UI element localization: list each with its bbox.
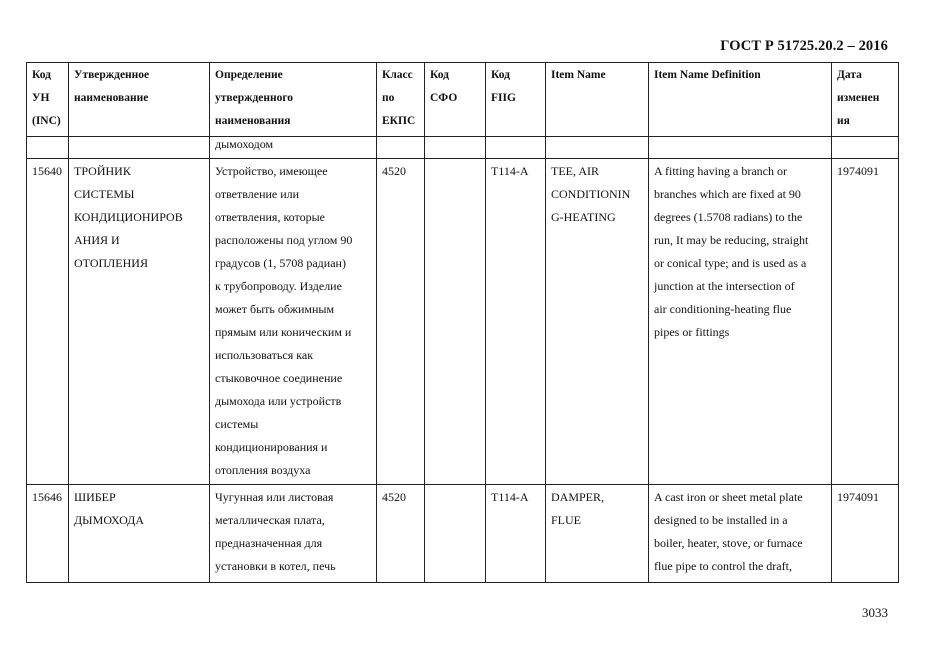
- cell-fiig: T114-A: [486, 485, 546, 583]
- table-cell: [832, 137, 899, 159]
- col-header-fiig: Код FIIG: [486, 63, 546, 137]
- page-number: 3033: [862, 605, 888, 620]
- cell-class: 4520: [377, 159, 425, 485]
- table-cell: [377, 137, 425, 159]
- continuation-row: [27, 137, 899, 159]
- table-row: [27, 159, 899, 485]
- col-header-item-name: Item Name: [546, 63, 649, 137]
- col-header-item-definition: Item Name Definition: [649, 63, 832, 137]
- table-cell: [546, 137, 649, 159]
- cell-definition: Устройство, имеющее ответвление или ответвления, которые расположены под углом 90 градусов (1, 5708 радиан) к трубопроводу. Изделие может быть обжимным прямым или коническим и использоваться как стыковочное соединение дымохода или устройств системы кондиционирования и отопления воздуха: [210, 159, 377, 485]
- table-cell: [425, 137, 486, 159]
- cell-item-definition: A cast iron or sheet metal plate designed to be installed in a boiler, heater, stove, or furnace flue pipe to control the draft,: [649, 485, 832, 583]
- cell-sfo: [425, 159, 486, 485]
- cell-inc: 15640: [27, 159, 69, 485]
- table-cell: [27, 137, 69, 159]
- cell-change-date: 1974091: [832, 159, 899, 485]
- cell-class: 4520: [377, 485, 425, 583]
- catalog-table: [26, 62, 899, 583]
- cell-item-name: TEE, AIR CONDITIONIN G-HEATING: [546, 159, 649, 485]
- col-header-change-date: Дата изменен ия: [832, 63, 899, 137]
- cell-fiig: T114-A: [486, 159, 546, 485]
- col-header-definition: Определение утвержденного наименования: [210, 63, 377, 137]
- cell-item-definition: A fitting having a branch or branches which are fixed at 90 degrees (1.5708 radians) to the run, It may be reducing, straight or conical type; and is used as a junction at the intersection of air conditioning-heating flue pipes or fittings: [649, 159, 832, 485]
- col-header-inc: Код УН (INC): [27, 63, 69, 137]
- cell-definition: Чугунная или листовая металлическая плата, предназначенная для установки в котел, печь: [210, 485, 377, 583]
- cell-approved-name: ШИБЕР ДЫМОХОДА: [69, 485, 210, 583]
- document-code: ГОСТ Р 51725.20.2 – 2016: [720, 38, 888, 54]
- cell-change-date: 1974091: [832, 485, 899, 583]
- cell-approved-name: ТРОЙНИК СИСТЕМЫ КОНДИЦИОНИРОВ АНИЯ И ОТОПЛЕНИЯ: [69, 159, 210, 485]
- cell-sfo: [425, 485, 486, 583]
- table-cell: дымоходом: [210, 137, 377, 159]
- table-cell: [69, 137, 210, 159]
- header-row: [27, 63, 899, 137]
- table-cell: [486, 137, 546, 159]
- cell-item-name: DAMPER, FLUE: [546, 485, 649, 583]
- cell-inc: 15646: [27, 485, 69, 583]
- table-cell: [649, 137, 832, 159]
- table-row: [27, 485, 899, 583]
- col-header-sfo: Код СФО: [425, 63, 486, 137]
- col-header-class: Класс по ЕКПС: [377, 63, 425, 137]
- col-header-approved-name: Утвержденное наименование: [69, 63, 210, 137]
